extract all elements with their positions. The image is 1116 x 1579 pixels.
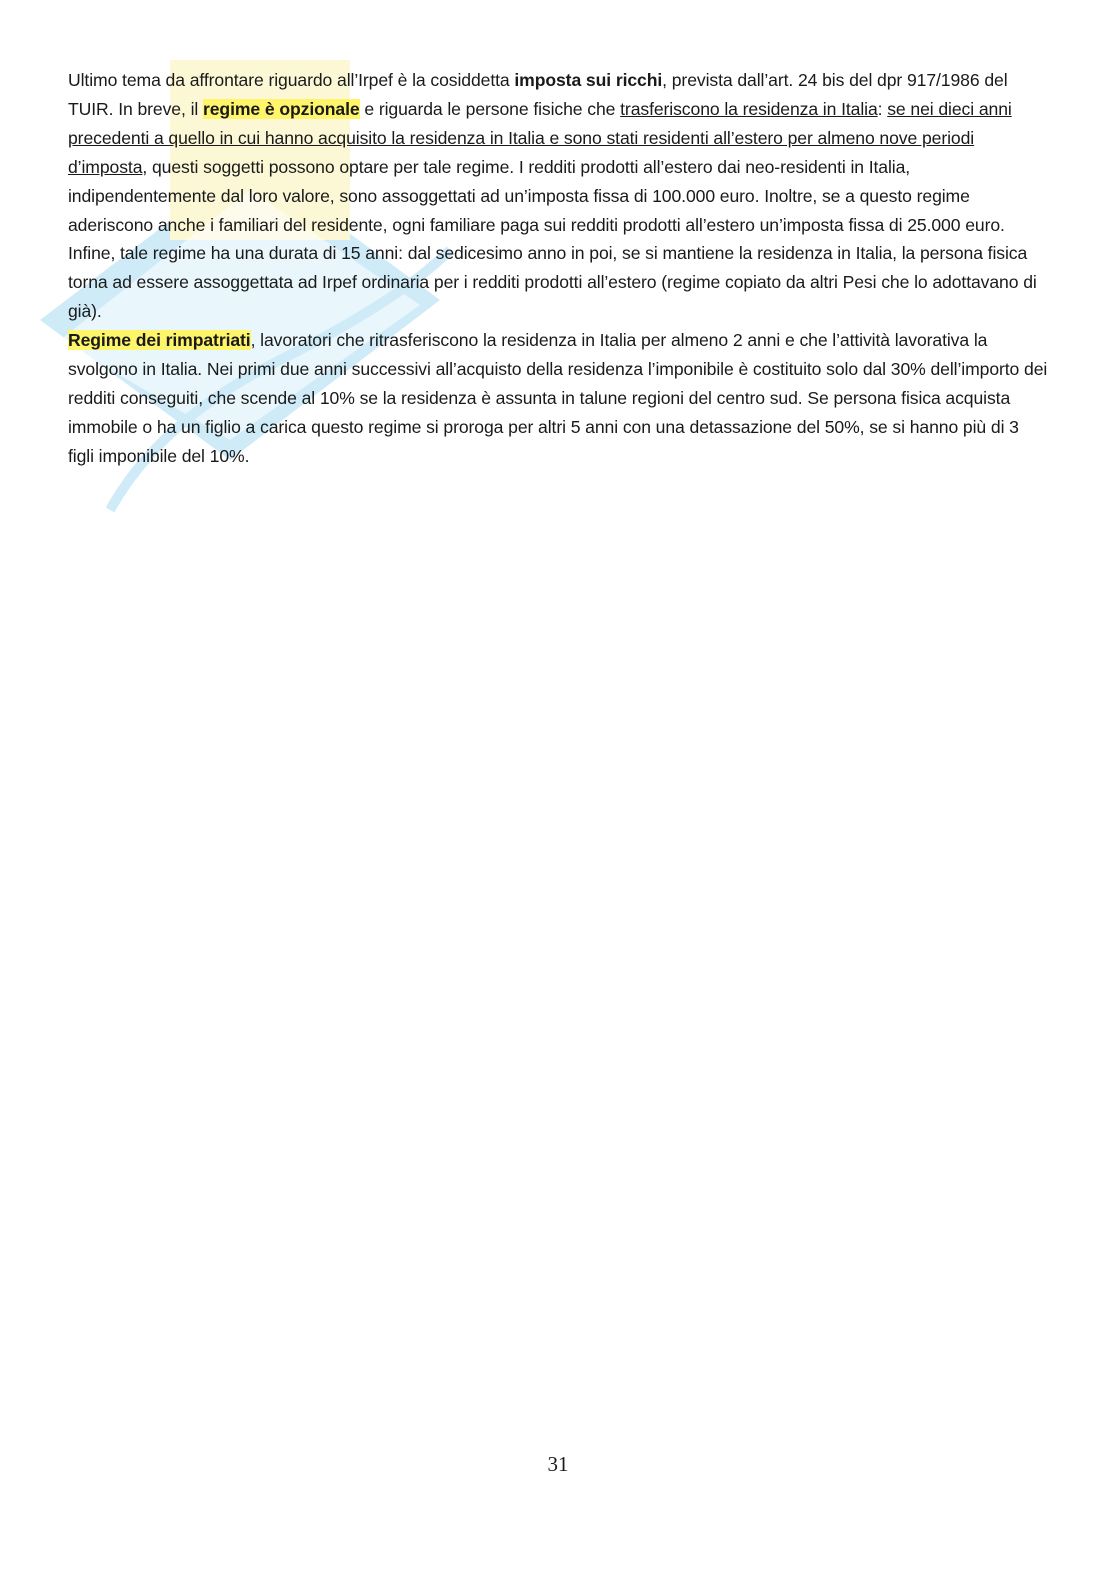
paragraph-text: : [877,98,888,119]
paragraph-text: Ultimo tema da affrontare riguardo all’Irpef è la cosiddetta [68,70,515,90]
bold-term-imposta-sui-ricchi: imposta sui ricchi [514,70,663,90]
page-number: 31 [547,1452,569,1476]
document-body [68,66,1048,471]
paragraph-text: , lavoratori che ritrasferiscono la residenza in Italia per almeno 2 anni e che l’attività lavorativa la svolgono in Italia. Nei primi due anni successivi all’acquisto della residenza l’imponibile è costituito solo dal 30% dell’importo dei redditi conseguiti, che scende al 10% se la residenza è assunta in talune regioni del centro sud. Se persona fisica acquista immobile o ha un figlio a carica questo regime si proroga per altri 5 anni con una detassazione del 50%, se si hanno più di 3 figli imponibile del 10%. [68,330,1048,466]
underlined-text: trasferiscono la residenza in Italia [620,98,878,119]
paragraph-text: , prevista dall’art. 24 bis del dpr 917/1986 del TUIR. In breve, il [68,70,1008,119]
underlined-text: se nei dieci anni precedenti a quello in cui hanno acquisito la residenza in Italia e sono stati residenti all’estero per almeno nove periodi d’imposta [68,98,1012,177]
paragraph-text: , questi soggetti possono optare per tale regime. I redditi prodotti all’estero dai neo-residenti in Italia, indipendentemente dal loro valore, sono assoggettati ad un’imposta fissa di 100.000 euro. Inoltre, se a questo regime aderiscono anche i familiari del residente, ogni familiare paga sui redditi prodotti all’estero un’imposta fissa di 25.000 euro. Infine, tale regime ha una durata di 15 anni: dal sedicesimo anno in poi, se si mantiene la residenza in Italia, la persona fisica torna ad essere assoggettata ad Irpef ordinaria per i redditi prodotti all’estero (regime copiato da altri Pesi che lo adottavano di già). [68,156,1037,322]
highlighted-term-regime-opzionale: regime è opzionale [202,98,360,119]
highlighted-term-regime-rimpatriati: Regime dei rimpatriati [68,330,251,351]
paragraph-regime-rimpatriati [68,326,1048,471]
paragraph-text: e riguarda le persone fisiche che [359,98,621,119]
paragraph-imposta-sui-ricchi [68,66,1048,326]
